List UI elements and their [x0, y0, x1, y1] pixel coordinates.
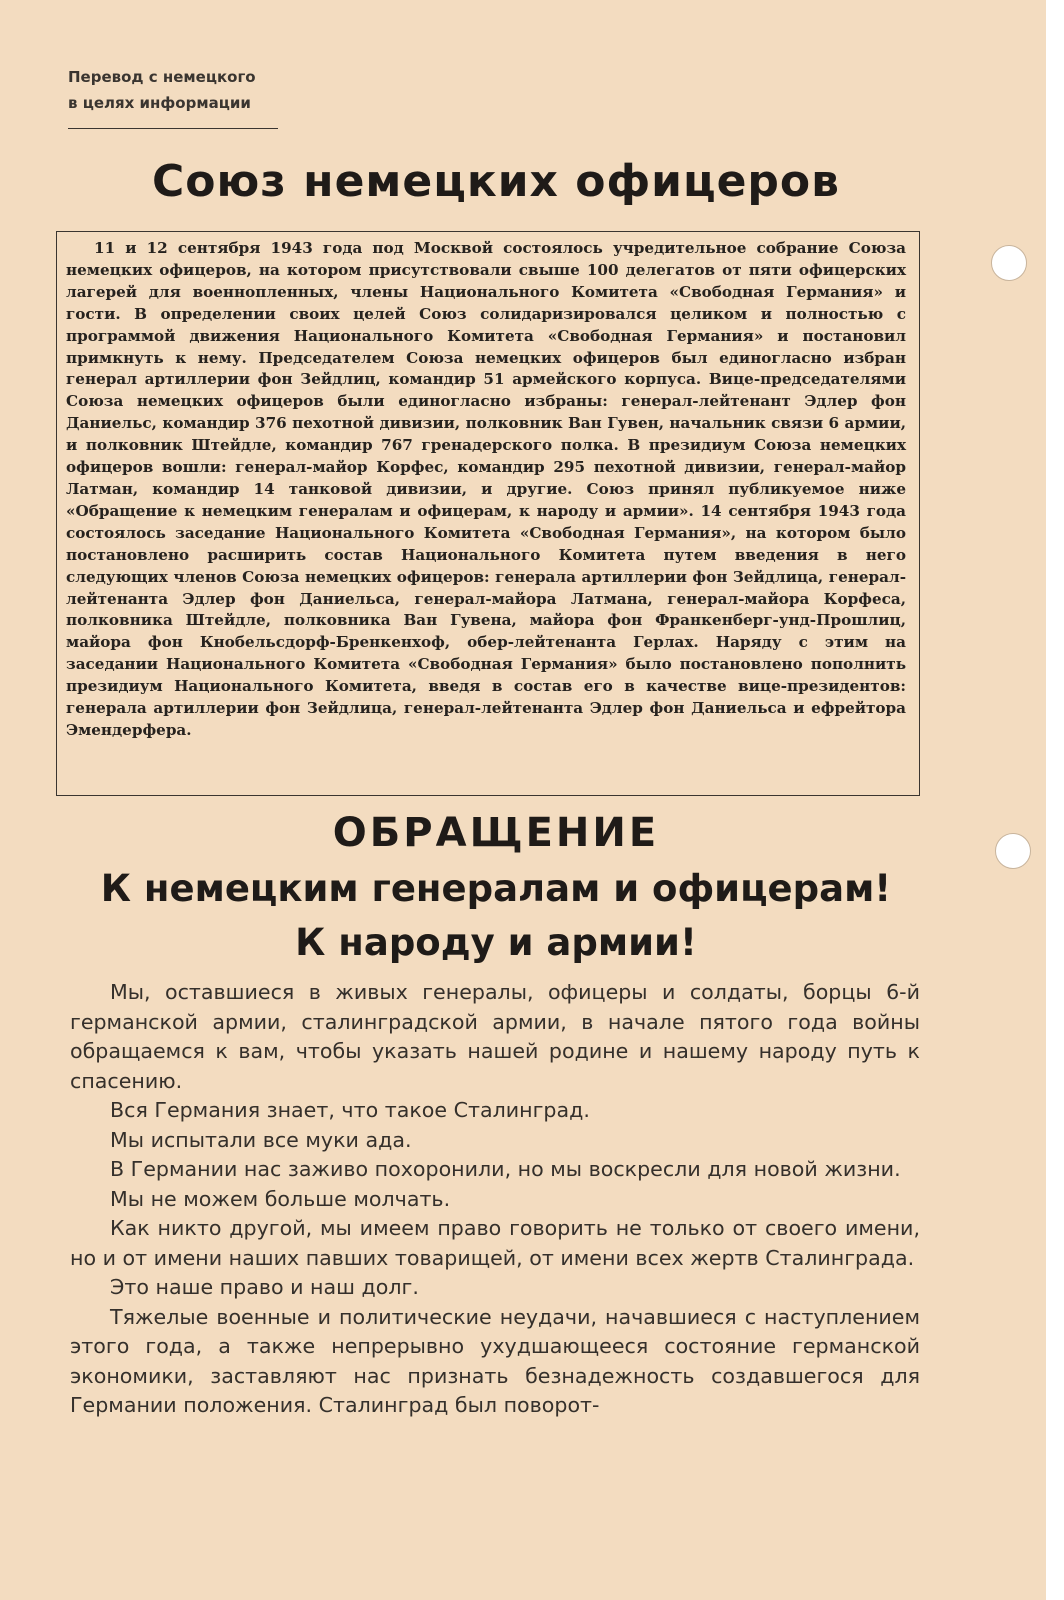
page-headline: Союз немецких офицеров [152, 156, 840, 207]
body-paragraph: Тяжелые военные и политические неудачи, начавшиеся с наступлением этого года, а также непрерывно ухудшающееся состояние германской экономики, заставляют нас признать безнадежность создавшегося для Германии положения. Сталинград был поворот- [70, 1304, 920, 1417]
binder-hole [995, 833, 1031, 869]
translation-note [68, 64, 298, 116]
body-paragraph: Мы, оставшиеся в живых генералы, офицеры и солдаты, борцы 6-й германской армии, сталинградской армии, в начале пятого года войны обращаемся к вам, чтобы указать нашей родине и нашему народу путь к спасению. [70, 980, 920, 1093]
note-underline [68, 128, 278, 129]
body-paragraph: Как никто другой, мы имеем право говорить не только от своего имени, но и от имени наших павших товарищей, от имени всех жертв Сталинграда. [70, 1216, 920, 1270]
binder-hole [991, 245, 1027, 281]
appeal-body [70, 978, 920, 1421]
page-edge-margin [1046, 0, 1064, 1600]
body-paragraph: В Германии нас заживо похоронили, но мы воскресли для новой жизни. [110, 1157, 901, 1181]
appeal-subtitle-line-1: К немецким генералам и офицерам! [100, 867, 892, 910]
appeal-subtitle-line-2: К народу и армии! [295, 921, 697, 964]
body-paragraph: Это наше право и наш долг. [110, 1275, 419, 1299]
body-paragraph: Мы не можем больше молчать. [110, 1186, 451, 1211]
translation-note-line-2: в целях информации [68, 94, 251, 112]
appeal-subtitle [56, 862, 936, 970]
body-paragraph: Вся Германия знает, что такое Сталинград. [110, 1098, 590, 1122]
appeal-title: ОБРАЩЕНИЕ [332, 810, 660, 856]
translation-note-line-1: Перевод с немецкого [68, 68, 256, 86]
body-paragraph: Мы испытали все муки ада. [110, 1127, 412, 1152]
intro-paragraph: 11 и 12 сентября 1943 года под Москвой состоялось учредительное собрание Союза немецких офицеров, на котором присутствовали свыше 100 делегатов от пяти офицерских лагерей для военнопленных, члены Национального Комитета «Свободная Германия» и гости. В определении своих целей Союз солидаризировался целиком и полностью с программой движения Национального Комитета «Свободная Германия» и постановил примкнуть к нему. Председателем Союза немецких офицеров был единогласно избран генерал артиллерии фон Зейдлиц, командир 51 армейского корпуса. Вице-председателями Союза немецких офицеров были единогласно избраны: генерал-лейтенант Эдлер фон Даниельс, командир 376 пехотной дивизии, полковник Ван Гувен, начальник связи 6 армии, и полковник Штейдле, командир 767 гренадерского полка. В президиум Союза немецких офицеров вошли: генерал-майор Корфес, командир 295 пехотной дивизии, генерал-майор Латман, командир 14 танковой дивизии, и другие. Союз принял публикуемое ниже «Обращение к немецким генералам и офицерам, к народу и армии». 14 сентября 1943 года состоялось заседание Национального Комитета «Свободная Германия», на котором было постановлено расширить состав Национального Комитета путем введения в него следующих членов Союза немецких офицеров: генерала артиллерии фон Зейдлица, генерал-лейтенанта Эдлер фон Даниельса, генерал-майора Латмана, генерал-майора Корфеса, полковника Штейдле, полковника Ван Гувена, майора фон Франкенберг-унд-Прошлиц, майора фон Кнобельсдорф-Бренкенхоф, обер-лейтенанта Герлах. Наряду с этим на заседании Национального Комитета «Свободная Германия» было постановлено пополнить президиум Национального Комитета, введя в состав его в качестве вице-президентов: генерала артиллерии фон Зейдлица, генерал-лейтенанта Эдлер фон Даниельса и ефрейтора Эмендерфера. [66, 239, 906, 739]
